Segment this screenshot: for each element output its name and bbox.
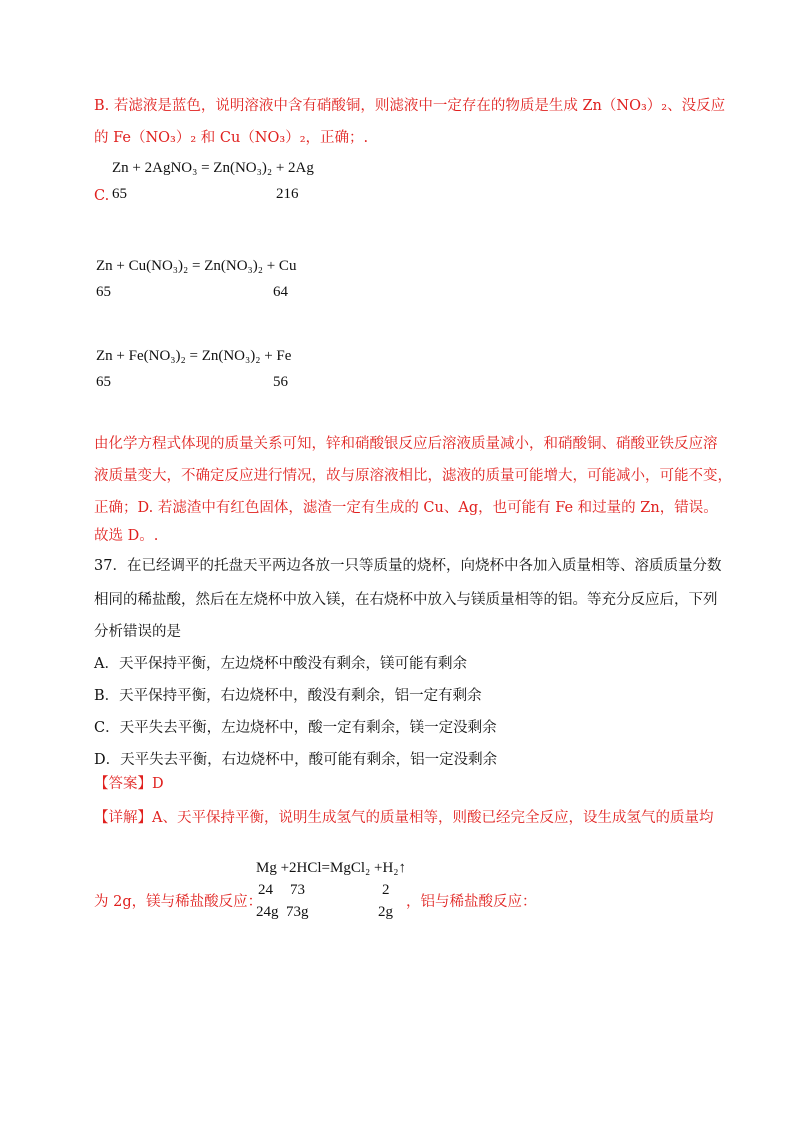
equation-mg-hcl-row2-mg: 24g <box>256 904 279 920</box>
section-b-line-1: B. 若滤液是蓝色，说明溶液中含有硝酸铜，则滤液中一定存在的物质是生成 Zn（NO₃）₂、没反应 <box>94 98 726 114</box>
analysis-line-1: 由化学方程式体现的质量关系可知，锌和硝酸银反应后溶液质量减小，和硝酸铜、硝酸亚铁反应溶 <box>94 436 718 452</box>
detail-prefix: 为 2g，镁与稀盐酸反应： <box>94 894 263 910</box>
equation-mg-hcl: Mg +2HCl=MgCl₂ +H₂↑ <box>256 860 407 876</box>
equation-mg-hcl-row1-hcl: 73 <box>290 882 305 898</box>
analysis-line-2: 液质量变大，不确定反应进行情况，故与原溶液相比，滤液的质量可能增大，可能减小，可能不变， <box>94 468 732 484</box>
equation-mg-hcl-row1-mg: 24 <box>258 882 273 898</box>
detail-suffix: ，铝与稀盐酸反应： <box>406 894 537 910</box>
section-b-line-2: 的 Fe（NO₃）₂ 和 Cu（NO₃）₂，正确；. <box>94 130 369 146</box>
option-b: B．天平保持平衡，右边烧杯中，酸没有剩余，铝一定有剩余 <box>94 688 482 704</box>
question-37-stem-1: 37．在已经调平的托盘天平两边各放一只等质量的烧杯，向烧杯中各加入质量相等、溶质质量分数 <box>94 558 722 574</box>
equation-mg-hcl-row1-h2: 2 <box>382 882 390 898</box>
option-c: C．天平失去平衡，左边烧杯中，酸一定有剩余，镁一定没剩余 <box>94 720 497 736</box>
analysis-line-4: 故选 D。. <box>94 528 159 544</box>
option-d: D．天平失去平衡，右边烧杯中，酸可能有剩余，铝一定没剩余 <box>94 752 498 768</box>
equation-mg-hcl-row2-h2: 2g <box>378 904 393 920</box>
question-37-stem-3: 分析错误的是 <box>94 624 181 640</box>
analysis-line-3: 正确；D. 若滤渣中有红色固体，滤渣一定有生成的 Cu、Ag，也可能有 Fe 和过量的 Zn，错误。 <box>94 500 718 516</box>
equation-zn-cuno3: Zn + Cu(NO₃)₂ = Zn(NO₃)₂ + Cu <box>96 258 297 274</box>
equation-zn-feno3: Zn + Fe(NO₃)₂ = Zn(NO₃)₂ + Fe <box>96 348 292 364</box>
equation-zn-agno3: Zn + 2AgNO₃ = Zn(NO₃)₂ + 2Ag <box>112 160 314 176</box>
equation-zn-agno3-right-mass: 216 <box>276 186 299 202</box>
equation-zn-agno3-left-mass: 65 <box>112 186 127 202</box>
equation-zn-cuno3-right-mass: 64 <box>273 284 288 300</box>
equation-zn-cuno3-left-mass: 65 <box>96 284 111 300</box>
detail-line-1: 【详解】A、天平保持平衡，说明生成氢气的质量相等，则酸已经完全反应，设生成氢气的质量均 <box>94 810 714 826</box>
option-a: A．天平保持平衡，左边烧杯中酸没有剩余，镁可能有剩余 <box>94 656 467 672</box>
section-c-label: C. <box>94 188 110 204</box>
answer-label: 【答案】D <box>94 776 164 792</box>
equation-zn-feno3-left-mass: 65 <box>96 374 111 390</box>
equation-zn-feno3-right-mass: 56 <box>273 374 288 390</box>
equation-mg-hcl-row2-hcl: 73g <box>286 904 309 920</box>
question-37-stem-2: 相同的稀盐酸，然后在左烧杯中放入镁，在右烧杯中放入与镁质量相等的铝。等充分反应后，下列 <box>94 592 718 608</box>
